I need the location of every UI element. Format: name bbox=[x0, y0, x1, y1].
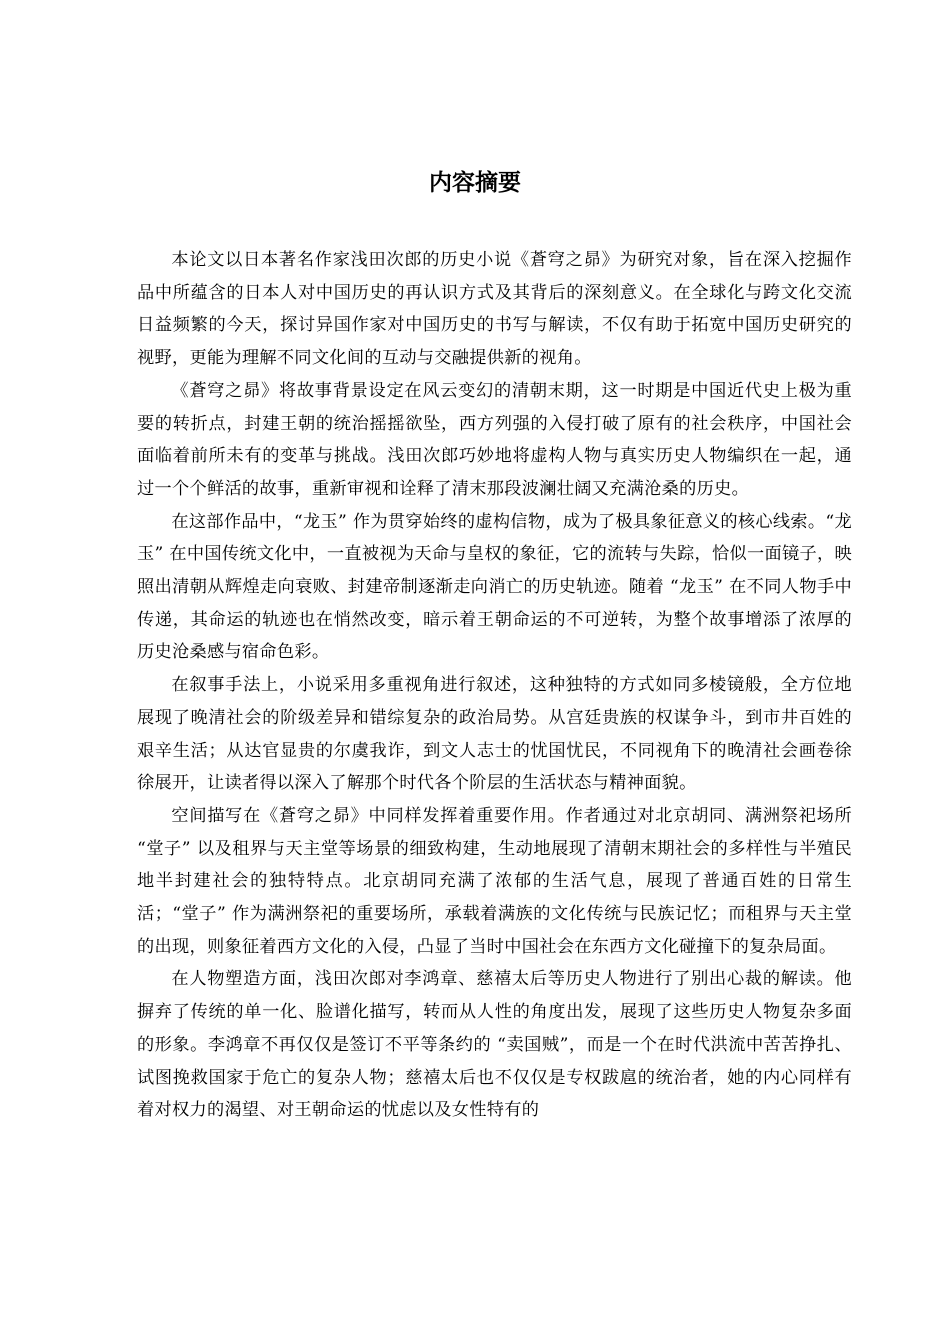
paragraph: 在人物塑造方面，浅田次郎对李鸿章、慈禧太后等历史人物进行了别出心裁的解读。他摒弃了传统的单一化、脸谱化描写，转而从人性的角度出发，展现了这些历史人物复杂多面的形象。李鸿章不再仅仅是签订不平等条约的 “卖国贼”，而是一个在时代洪流中苦苦挣扎、试图挽救国家于危亡的复杂人物；慈禧太后也不仅仅是专权跋扈的统治者，她的内心同样有着对权力的渴望、对王朝命运的忧虑以及女性特有的 bbox=[137, 969, 852, 1121]
page-title: 内容摘要 bbox=[429, 170, 521, 196]
paragraph: 空间描写在《蒼穹之昴》中同样发挥着重要作用。作者通过对北京胡同、满洲祭祀场所 “堂子” 以及租界与天主堂等场景的细致构建，生动地展现了清朝末期社会的多样性与半殖民地半封建社会的独特特点。北京胡同充满了浓郁的生活气息，展现了普通百姓的日常生活；“堂子” 作为满洲祭祀的重要场所，承载着满族的文化传统与民族记忆；而租界与天主堂的出现，则象征着西方文化的入侵，凸显了当时中国社会在东西方文化碰撞下的复杂局面。 bbox=[137, 805, 852, 957]
paragraph: 《蒼穹之昴》将故事背景设定在风云变幻的清朝末期，这一时期是中国近代史上极为重要的转折点，封建王朝的统治摇摇欲坠，西方列强的入侵打破了原有的社会秩序，中国社会面临着前所未有的变革与挑战。浅田次郎巧妙地将虚构人物与真实历史人物编织在一起，通过一个个鲜活的故事，重新审视和诠释了清末那段波澜壮阔又充满沧桑的历史。 bbox=[137, 380, 852, 499]
paragraph: 在这部作品中，“龙玉” 作为贯穿始终的虚构信物，成为了极具象征意义的核心线索。“龙玉” 在中国传统文化中，一直被视为天命与皇权的象征，它的流转与失踪，恰似一面镜子，映照出清朝从辉煌走向衰败、封建帝制逐渐走向消亡的历史轨迹。随着 “龙玉” 在不同人物手中传递，其命运的轨迹也在悄然改变，暗示着王朝命运的不可逆转，为整个故事增添了浓厚的历史沧桑感与宿命色彩。 bbox=[137, 511, 852, 663]
abstract-body bbox=[137, 244, 852, 1127]
paragraph: 本论文以日本著名作家浅田次郎的历史小说《蒼穹之昴》为研究对象，旨在深入挖掘作品中所蕴含的日本人对中国历史的再认识方式及其背后的深刻意义。在全球化与跨文化交流日益频繁的今天，探讨异国作家对中国历史的书写与解读，不仅有助于拓宽中国历史研究的视野，更能为理解不同文化间的互动与交融提供新的视角。 bbox=[137, 250, 852, 369]
paragraph: 在叙事手法上，小说采用多重视角进行叙述，这种独特的方式如同多棱镜般，全方位地展现了晚清社会的阶级差异和错综复杂的政治局势。从宫廷贵族的权谋争斗，到市井百姓的艰辛生活；从达官显贵的尔虞我诈，到文人志士的忧国忧民，不同视角下的晚清社会画卷徐徐展开，让读者得以深入了解那个时代各个阶层的生活状态与精神面貌。 bbox=[137, 675, 852, 794]
